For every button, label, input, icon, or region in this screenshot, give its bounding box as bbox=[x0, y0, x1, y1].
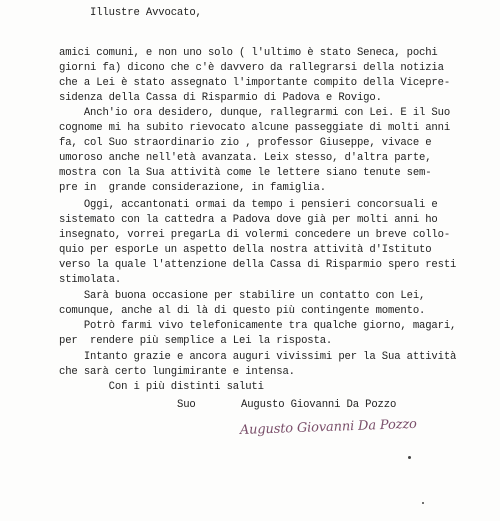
body-line: che a Lei è stato assegnato l'importante compito della Vicepre- bbox=[59, 77, 451, 89]
body-line: Potrò farmi vivo telefonicamente tra qualche giorno, magari, bbox=[59, 320, 457, 332]
paper-speck bbox=[422, 502, 424, 504]
closing-word: Suo bbox=[177, 399, 196, 411]
body-line: fa, col Suo straordinario zio , professor Giuseppe, vivace e bbox=[59, 137, 432, 149]
paper-speck bbox=[408, 456, 411, 459]
body-line: cognome mi ha subito rievocato alcune passeggiate di molti anni bbox=[59, 122, 451, 134]
body-line: mostra con la Sua attività come le lettere siano tenute sem- bbox=[59, 167, 432, 179]
body-line: Con i più distinti saluti bbox=[59, 381, 264, 393]
body-line: amici comuni, e non uno solo ( l'ultimo è stato Seneca, pochi bbox=[59, 47, 438, 59]
signer-name: Augusto Giovanni Da Pozzo bbox=[241, 399, 397, 411]
body-line: pre in grande considerazione, in famiglia. bbox=[59, 182, 326, 194]
body-line: quio per esporLe un aspetto della nostra attività d'Istituto bbox=[59, 244, 432, 256]
body-line: giorni fa) dicono che c'è davvero da rallegrarsi della notizia bbox=[59, 62, 444, 74]
body-line: verso la quale l'attenzione della Cassa di Risparmio spero resti bbox=[59, 259, 457, 271]
body-line: sistemato con la cattedra a Padova dove già per molti anni ho bbox=[59, 214, 438, 226]
body-line: comunque, anche al di là di questo più contingente momento. bbox=[59, 305, 426, 317]
salutation: Illustre Avvocato, bbox=[90, 7, 202, 19]
body-line: stimolata. bbox=[59, 274, 122, 286]
body-line: Anch'io ora desidero, dunque, rallegrarmi con Lei. E il Suo bbox=[59, 107, 451, 119]
body-line: Oggi, accantonati ormai da tempo i pensieri concorsuali e bbox=[59, 199, 438, 211]
body-line: Intanto grazie e ancora auguri vivissimi per la Sua attività bbox=[59, 351, 457, 363]
body-line: umoroso anche nell'età avanzata. Leix stesso, d'altra parte, bbox=[59, 152, 432, 164]
body-line: per rendere più semplice a Lei la risposta. bbox=[59, 335, 333, 347]
body-line: insegnato, vorrei pregarLa di volermi concedere un breve collo- bbox=[59, 229, 451, 241]
body-line: sidenza della Cassa di Risparmio di Padova e Rovigo. bbox=[59, 92, 382, 104]
body-line: che sarà certo lungimirante e intensa. bbox=[59, 366, 295, 378]
body-line: Sarà buona occasione per stabilire un contatto con Lei, bbox=[59, 290, 426, 302]
signature-script: Augusto Giovanni Da Pozzo bbox=[239, 416, 417, 438]
